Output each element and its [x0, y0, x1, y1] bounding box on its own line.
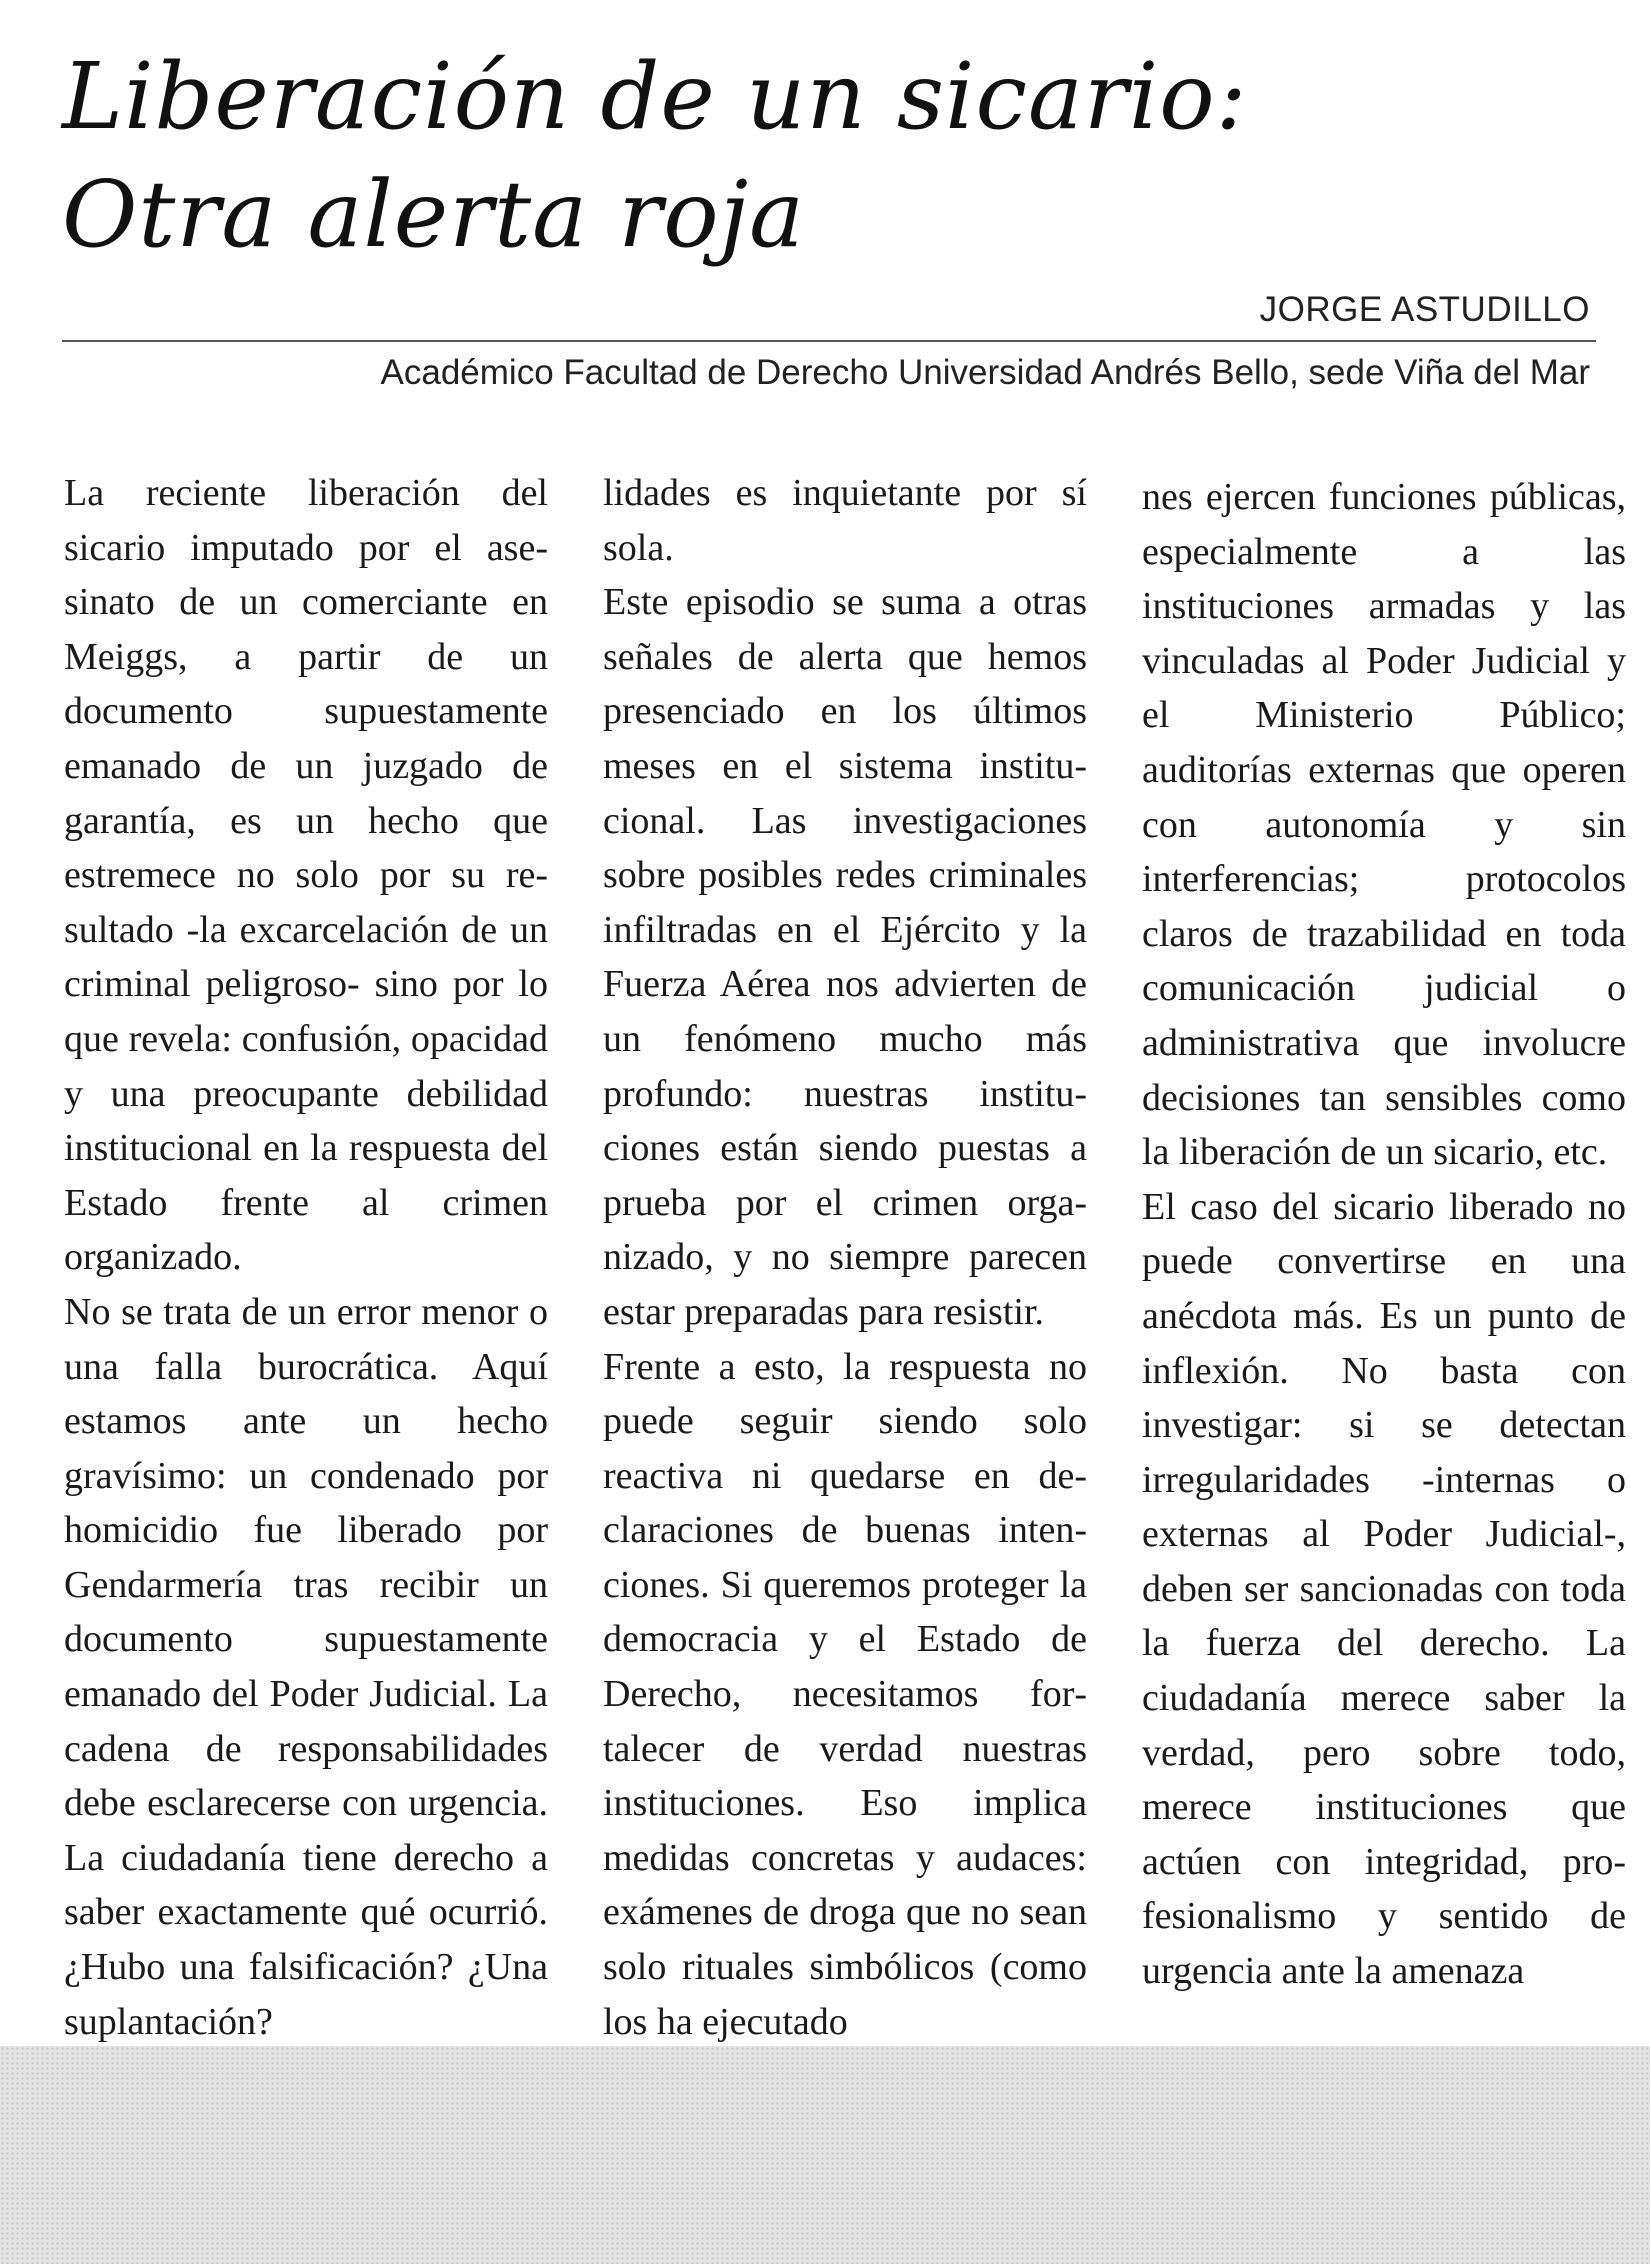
headline-line-1: Liberación de un sicario: — [62, 43, 1248, 150]
article-column-2 — [603, 466, 1087, 2046]
headline-line-2: Otra alerta roja — [62, 161, 805, 268]
body-paragraph: Este episodio se suma a otras señales de alerta que hemos presenciado en los últimos meses en el sistema institucional. Las investigaciones sobre posibles redes criminales infiltradas en el Ejército y la Fuerza Aérea nos advierten de un fenómeno mucho más profundo: nuestras instituciones están siendo puestas a prueba por el crimen organizado, y no siempre parecen estar preparadas para resistir. — [603, 581, 1087, 1333]
scan-cutoff-band — [0, 2046, 1650, 2264]
author-name: JORGE ASTUDILLO — [1259, 290, 1590, 329]
body-paragraph: Frente a esto, la respuesta no puede seguir siendo solo reactiva ni quedarse en declaraciones de buenas intenciones. Si queremos proteger la democracia y el Estado de Derecho, necesitamos fortalecer de verdad nuestras instituciones. Eso implica medidas concretas y audaces: exámenes de droga que no sean solo rituales simbólicos (como los ha ejecutado — [603, 1345, 1087, 2043]
body-paragraph: La reciente liberación del sicario imputado por el asesinato de un comerciante en Meiggs, a partir de un documento supuestamente emanado de un juzgado de garantía, es un hecho que estremece no solo por su resultado -la excarcelación de un criminal peligroso- sino por lo que revela: confusión, opacidad y una preocupante debilidad institucional en la respuesta del Estado frente al crimen organizado. — [64, 472, 548, 1279]
byline-divider — [62, 340, 1596, 342]
body-paragraph: nes ejercen funciones públicas, especialmente a las instituciones armadas y las vinculadas al Poder Judicial y el Ministerio Público; auditorías externas que operen con autonomía y sin interferencias; protocolos claros de trazabilidad en toda comunicación judicial o administrativa que involucre decisiones tan sensibles como la liberación de un sicario, etc. — [1142, 476, 1626, 1174]
author-affiliation: Académico Facultad de Derecho Universidad Andrés Bello, sede Viña del Mar — [380, 353, 1590, 392]
body-paragraph: lidades es inquietante por sí sola. — [603, 472, 1087, 569]
article-column-1 — [64, 466, 548, 2046]
body-paragraph: No se trata de un error menor o una falla burocrática. Aquí estamos ante un hecho gravísimo: un condenado por homicidio fue liberado por Gendarmería tras recibir un documento supuestamente emanado del Poder Judicial. La cadena de responsabilidades debe esclarecerse con urgencia. La ciudadanía tiene derecho a saber exactamente qué ocurrió. ¿Hubo una falsificación? ¿Una suplantación? — [64, 1290, 548, 2043]
article-headline — [62, 38, 1622, 274]
body-paragraph: El caso del sicario liberado no puede convertirse en una anécdota más. Es un punto de inflexión. No basta con investigar: si se detectan irregularidades -internas o externas al Poder Judicial-, deben ser sancionadas con toda la fuerza del derecho. La ciudadanía merece saber la verdad, pero sobre todo, merece instituciones que actúen con integridad, profesionalismo y sentido de urgencia ante la amenaza — [1142, 1185, 1626, 1993]
article-column-3 — [1142, 470, 1626, 2050]
